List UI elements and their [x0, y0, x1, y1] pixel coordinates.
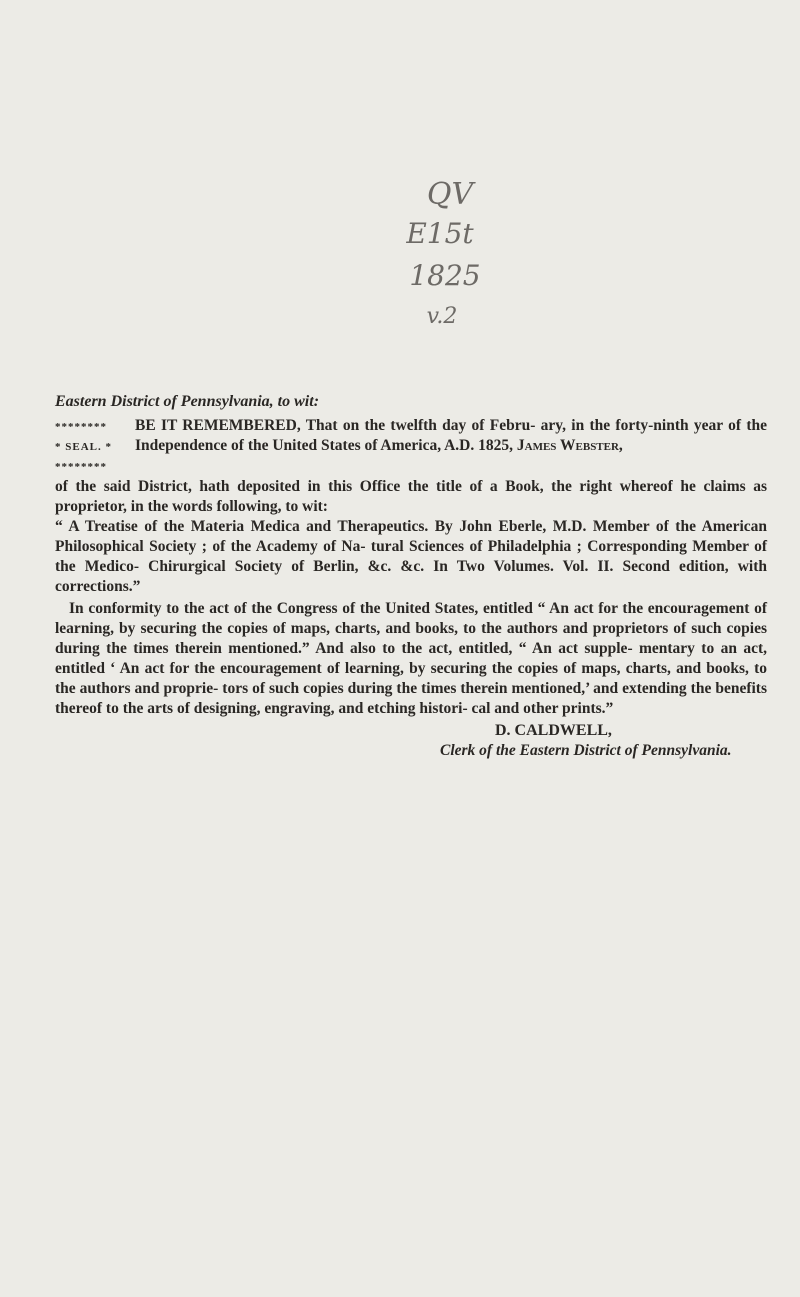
book-title-quote: “ A Treatise of the Materia Medica and Therapeutics. By John Eberle, M.D. Member of the American Philosophical Society ; of the Academy of Na- tural Sciences of Philadelphia ; Corresponding Member of the Medico- Chirurgical Society of Berlin, &c. &c. In Two Volumes. Vol. II. Second edition, with corrections.” [55, 518, 767, 595]
call-number-line: 1825 [409, 259, 481, 292]
seal-mark [55, 416, 127, 477]
conformity-paragraph: In conformity to the act of the Congress of the United States, entitled “ An act for the encouragement of learning, by securing the copies of maps, charts, and books, to the authors and proprietors of such copies during the times therein mentioned.” And also to the act, entitled, “ An act supple- mentary to an act, entitled ‘ An act for the encouragement of learning, by securing the copies of maps, charts, and books, to the authors and proprie- tors of such copies during the times therein mentioned,’ and extending the benefits thereof to the arts of designing, engraving, and etching histori- cal and other prints.” [55, 600, 767, 717]
seal-border-bottom: ******** [55, 461, 107, 473]
call-number-line: E15t [406, 217, 474, 250]
call-number-line: QV [426, 177, 474, 212]
opening-continuation: of the said District, hath deposited in this Office the title of a Book, the right whereof he claims as proprietor, in the words following, to wit: [55, 478, 767, 515]
signature-name: D. CALDWELL, [495, 722, 612, 739]
seal-paragraph [55, 416, 767, 477]
call-number-line: v.2 [426, 304, 458, 329]
handwritten-call-number [360, 177, 520, 329]
district-heading: Eastern District of Pennsylvania, to wit: [55, 393, 320, 410]
seal-label: * SEAL. * [55, 441, 112, 453]
opening-statement: BE IT REMEMBERED, That on the twelfth day of Febru- ary, in the forty-ninth year of the Independence of the United States of America, A.D. 1825, [135, 417, 767, 454]
opening-text [127, 416, 767, 477]
seal-border-top: ******** [55, 421, 107, 433]
copyright-certificate [55, 392, 767, 761]
signature-block [55, 721, 767, 761]
depositor-name: James Webster, [516, 437, 623, 454]
signature-title: Clerk of the Eastern District of Pennsylvania. [440, 742, 732, 759]
